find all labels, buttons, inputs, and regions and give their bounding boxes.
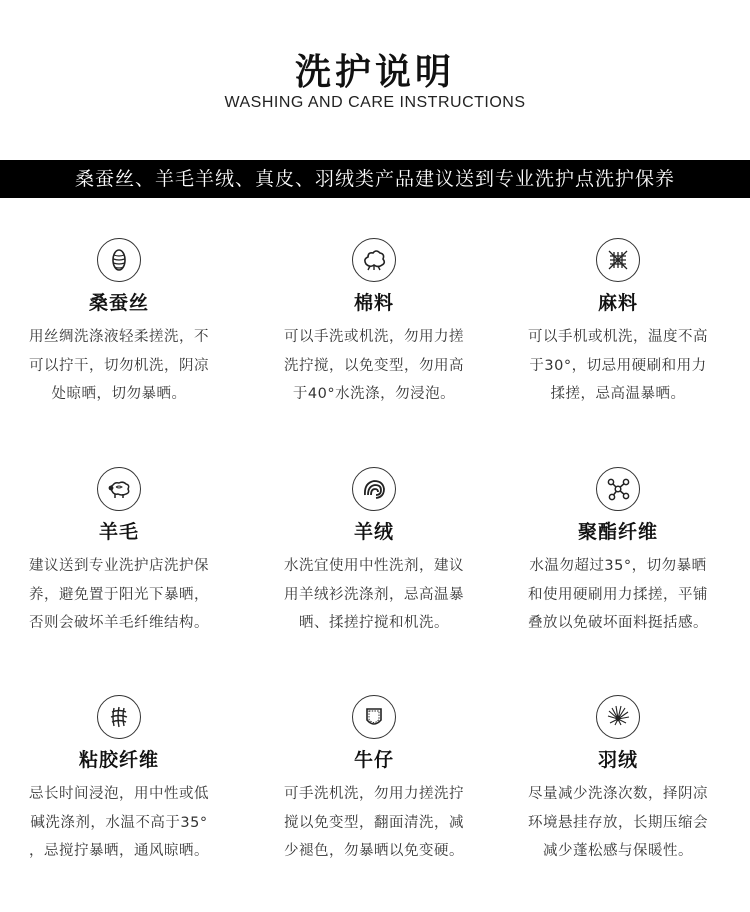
page-title: 洗护说明 xyxy=(294,52,455,93)
cashmere-swirl-icon xyxy=(352,467,396,511)
card-title: 聚酯纤维 xyxy=(577,521,658,543)
card-text: 用丝绸洗涤液轻柔搓洗，不 可以拧干，切勿机洗，阴凉 处晾晒，切勿暴晒。 xyxy=(29,329,209,402)
card-title: 羊毛 xyxy=(98,521,139,543)
care-card-silk xyxy=(4,238,234,409)
care-card-cotton xyxy=(259,238,489,409)
card-text: 尽量减少洗涤次数，择阴凉 环境悬挂存放，长期压缩会 减少蓬松感与保暖性。 xyxy=(528,786,708,859)
card-title: 麻料 xyxy=(597,292,638,314)
card-text: 可以手洗或机洗，勿用力搓 洗拧搅，以免变型，勿用高 于40°水洗涤，勿浸泡。 xyxy=(284,329,464,402)
sheep-icon xyxy=(97,467,141,511)
denim-pocket-icon xyxy=(352,695,396,739)
card-text: 水洗宜使用中性洗剂，建议 用羊绒衫洗涤剂，忌高温暴 晒、揉搓拧搅和机洗。 xyxy=(284,558,464,631)
card-title: 牛仔 xyxy=(353,749,394,771)
page-subtitle: WASHING AND CARE INSTRUCTIONS xyxy=(224,94,526,111)
care-card-viscose xyxy=(4,695,234,866)
card-text: 建议送到专业洗护店洗护保 养，避免置于阳光下暴晒， 否则会破坏羊毛纤维结构。 xyxy=(29,558,209,631)
care-card-wool xyxy=(4,467,234,638)
notice-banner: 桑蚕丝、羊毛羊绒、真皮、羽绒类产品建议送到专业洗护点洗护保养 xyxy=(0,160,750,198)
cotton-icon xyxy=(352,238,396,282)
linen-weave-icon xyxy=(596,238,640,282)
card-title: 棉料 xyxy=(353,292,394,314)
card-text: 水温勿超过35°，切勿暴晒 和使用硬刷用力揉搓，平铺 叠放以免破坏面料挺括感。 xyxy=(528,558,708,631)
card-title: 粘胶纤维 xyxy=(78,749,159,771)
care-card-polyester xyxy=(503,467,733,638)
silkworm-cocoon-icon xyxy=(97,238,141,282)
care-card-linen xyxy=(503,238,733,409)
care-card-denim xyxy=(259,695,489,866)
down-feather-icon xyxy=(596,695,640,739)
fiber-mesh-icon xyxy=(97,695,141,739)
card-title: 羽绒 xyxy=(597,749,638,771)
card-title: 羊绒 xyxy=(353,521,394,543)
molecule-icon xyxy=(596,467,640,511)
care-card-down xyxy=(503,695,733,866)
card-text: 忌长时间浸泡，用中性或低 碱洗涤剂，水温不高于35° ，忌搅拧暴晒，通风晾晒。 xyxy=(29,786,209,859)
card-title: 桑蚕丝 xyxy=(88,292,149,314)
card-text: 可以手机或机洗，温度不高 于30°，切忌用硬刷和用力 揉搓，忌高温暴晒。 xyxy=(528,329,708,402)
care-card-cashmere xyxy=(259,467,489,638)
card-text: 可手洗机洗，勿用力搓洗拧 搅以免变型，翻面清洗，减 少褪色，勿暴晒以免变硬。 xyxy=(284,786,464,859)
